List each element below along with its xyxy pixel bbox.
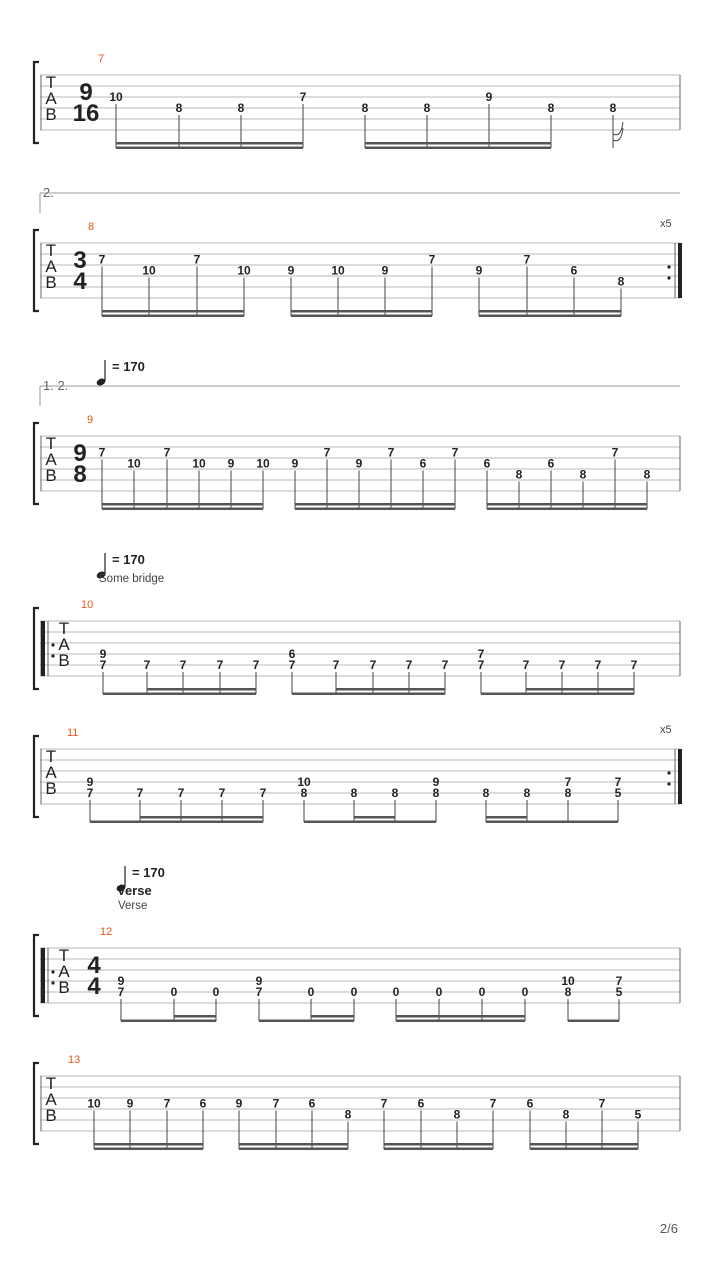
fret-number: 7	[193, 252, 201, 267]
fret-number: 10	[127, 456, 141, 471]
tab-clef-letter: T	[58, 619, 70, 638]
fret-number: 8	[617, 274, 625, 289]
system-bracket	[34, 62, 39, 143]
systems-layer	[34, 53, 682, 1150]
fret-number: 8	[453, 1107, 461, 1122]
fret-number: 8	[432, 786, 440, 800]
tab-clef-letter: B	[58, 651, 70, 670]
beam-secondary	[486, 816, 527, 819]
fret-number: 8	[564, 786, 572, 800]
tab-system	[34, 865, 680, 1022]
tempo-label: = 170	[112, 359, 145, 374]
fret-number: 7	[136, 786, 144, 800]
fret-number: 5	[634, 1107, 642, 1122]
beam	[568, 1020, 619, 1023]
fret-number: 7	[598, 1096, 606, 1111]
system-bracket	[34, 935, 39, 1016]
fret-number: 8	[609, 101, 617, 115]
fret-number: 7	[98, 252, 106, 267]
tab-system	[34, 53, 680, 149]
beam-secondary	[102, 503, 263, 506]
beam	[103, 693, 256, 696]
fret-number: 8	[361, 101, 369, 115]
fret-number: 7	[523, 252, 531, 267]
fret-number: 9	[235, 1096, 243, 1111]
fret-number: 7	[428, 252, 436, 267]
fret-number: 9	[432, 775, 440, 789]
tab-clef-letter: A	[45, 1090, 57, 1109]
repeat-dot	[51, 643, 54, 646]
tab-clef-letter: B	[45, 1106, 57, 1125]
fret-number: 8	[482, 786, 490, 800]
volta-label: 1. 2.	[43, 378, 69, 393]
fret-number: 10	[297, 775, 311, 789]
section-text: Some bridge	[99, 573, 165, 585]
tab-clef-letter: B	[45, 466, 57, 485]
fret-number: 8	[391, 786, 399, 800]
beam-secondary	[140, 816, 263, 819]
fret-number: 6	[570, 263, 578, 278]
tab-system	[34, 185, 682, 317]
fret-number: 7	[288, 658, 296, 672]
fret-number: 0	[392, 985, 400, 999]
fret-number: 8	[547, 101, 555, 115]
repeat-end-bar	[678, 243, 682, 298]
tab-clef-letter: T	[45, 434, 57, 453]
repeat-start-bar	[41, 948, 45, 1003]
repeat-start-bar	[41, 621, 45, 676]
measure-number: 10	[81, 599, 94, 611]
fret-number: 7	[332, 658, 340, 672]
fret-number: 0	[307, 985, 315, 999]
fret-number: 7	[99, 658, 107, 672]
fret-number: 8	[562, 1107, 570, 1122]
repeat-dot	[51, 970, 54, 973]
beam-secondary	[174, 1015, 216, 1018]
fret-number: 8	[237, 101, 245, 115]
fret-number: 7	[259, 786, 267, 800]
tab-system	[34, 1054, 680, 1150]
beam	[481, 693, 634, 696]
tab-clef-letter: A	[45, 257, 57, 276]
time-sig-numerator: 4	[87, 952, 101, 979]
tempo-label: = 170	[112, 552, 145, 567]
tab-clef-letter: A	[45, 450, 57, 469]
tab-clef-letter: T	[45, 241, 57, 260]
system-bracket	[34, 1063, 39, 1144]
fret-number: 7	[179, 658, 187, 672]
tab-clef-letter: A	[58, 962, 70, 981]
fret-number: 9	[381, 263, 389, 278]
fret-number: 10	[331, 263, 345, 278]
tab-clef-letter: T	[45, 73, 57, 92]
fret-number: 7	[86, 786, 94, 800]
beam-secondary	[487, 503, 647, 506]
repeat-count: x5	[660, 724, 672, 736]
beam	[121, 1020, 216, 1023]
fret-number: 6	[547, 456, 555, 471]
fret-number: 7	[98, 445, 106, 460]
fret-number: 8	[515, 467, 523, 482]
fret-number: 6	[417, 1096, 425, 1111]
note-flag	[613, 122, 623, 141]
beam	[396, 1020, 525, 1023]
measure-number: 13	[68, 1054, 81, 1066]
fret-number: 6	[288, 647, 296, 661]
fret-number: 0	[350, 985, 358, 999]
fret-number: 10	[142, 263, 156, 278]
fret-number: 7	[272, 1096, 280, 1111]
beam-secondary	[239, 1143, 348, 1146]
beam	[530, 1148, 638, 1151]
time-sig-denominator: 4	[87, 973, 101, 1000]
beam	[102, 508, 263, 511]
repeat-dot	[667, 265, 670, 268]
beam	[479, 315, 621, 318]
tab-clef-letter: B	[45, 105, 57, 124]
fret-number: 7	[477, 658, 485, 672]
page-number: 2/6	[659, 1221, 678, 1236]
fret-number: 9	[255, 974, 263, 988]
tab-system	[34, 724, 682, 823]
beam-secondary	[384, 1143, 493, 1146]
fret-number: 7	[380, 1096, 388, 1111]
beam-secondary	[311, 1015, 354, 1018]
time-sig-denominator: 16	[72, 100, 100, 127]
fret-number: 7	[252, 658, 260, 672]
fret-number: 8	[564, 985, 572, 999]
time-sig-numerator: 3	[73, 247, 87, 274]
fret-number: 7	[143, 658, 151, 672]
measure-number: 7	[98, 53, 105, 65]
beam	[94, 1148, 203, 1151]
repeat-end-bar	[678, 749, 682, 804]
beam	[486, 821, 618, 824]
fret-number: 7	[255, 985, 263, 999]
beam	[384, 1148, 493, 1151]
time-sig-numerator: 9	[79, 79, 93, 106]
fret-number: 8	[423, 101, 431, 115]
fret-number: 7	[405, 658, 413, 672]
beam	[295, 508, 455, 511]
fret-number: 9	[475, 263, 483, 278]
fret-number: 7	[451, 445, 459, 460]
fret-number: 8	[344, 1107, 352, 1122]
fret-number: 10	[87, 1096, 101, 1111]
section-marker: Verse	[117, 883, 152, 898]
fret-number: 7	[594, 658, 602, 672]
system-bracket	[34, 423, 39, 504]
tempo-label: = 170	[132, 865, 165, 880]
fret-number: 7	[558, 658, 566, 672]
fret-number: 7	[323, 445, 331, 460]
system-bracket	[34, 608, 39, 689]
tab-clef-letter: B	[45, 273, 57, 292]
repeat-dot	[667, 771, 670, 774]
beam	[259, 1020, 354, 1023]
fret-number: 6	[526, 1096, 534, 1111]
fret-number: 7	[441, 658, 449, 672]
fret-number: 0	[521, 985, 529, 999]
repeat-dot	[51, 654, 54, 657]
fret-number: 9	[99, 647, 107, 661]
system-bracket	[34, 736, 39, 817]
beam	[365, 147, 551, 150]
fret-number: 9	[227, 456, 235, 471]
fret-number: 0	[435, 985, 443, 999]
fret-number: 8	[579, 467, 587, 482]
fret-number: 9	[126, 1096, 134, 1111]
fret-number: 5	[615, 985, 623, 999]
beam-secondary	[147, 688, 256, 691]
fret-number: 6	[308, 1096, 316, 1111]
beam	[487, 508, 647, 511]
repeat-dot	[667, 782, 670, 785]
fret-number: 0	[212, 985, 220, 999]
repeat-dot	[51, 981, 54, 984]
fret-number: 7	[477, 647, 485, 661]
fret-number: 8	[643, 467, 651, 482]
fret-number: 6	[483, 456, 491, 471]
fret-number: 7	[117, 985, 125, 999]
tab-clef-letter: B	[58, 978, 70, 997]
beam	[291, 315, 432, 318]
tab-clef-letter: B	[45, 779, 57, 798]
fret-number: 5	[614, 786, 622, 800]
beam	[102, 315, 244, 318]
fret-number: 7	[163, 445, 171, 460]
beam-secondary	[365, 142, 551, 145]
measure-number: 9	[87, 414, 94, 426]
tab-clef-letter: T	[45, 747, 57, 766]
repeat-count: x5	[660, 218, 672, 230]
beam-secondary	[291, 310, 432, 313]
tab-clef-letter: A	[58, 635, 70, 654]
measure-number: 8	[88, 221, 95, 233]
tab-system	[34, 552, 680, 695]
tab-clef-letter: T	[45, 1074, 57, 1093]
measure-number: 12	[100, 926, 113, 938]
fret-number: 7	[163, 1096, 171, 1111]
fret-number: 9	[355, 456, 363, 471]
beam-secondary	[354, 816, 395, 819]
beam-secondary	[116, 142, 303, 145]
fret-number: 7	[369, 658, 377, 672]
tab-clef-letter: A	[45, 89, 57, 108]
fret-number: 10	[237, 263, 251, 278]
fret-number: 7	[299, 90, 307, 104]
tab-system	[34, 359, 680, 510]
fret-number: 7	[611, 445, 619, 460]
beam-secondary	[94, 1143, 203, 1146]
fret-number: 0	[478, 985, 486, 999]
fret-number: 9	[485, 90, 493, 104]
repeat-dot	[667, 276, 670, 279]
fret-number: 8	[175, 101, 183, 115]
fret-number: 10	[109, 90, 123, 104]
beam-secondary	[295, 503, 455, 506]
fret-number: 10	[256, 456, 270, 471]
fret-number: 6	[199, 1096, 207, 1111]
beam-secondary	[396, 1015, 525, 1018]
time-sig-denominator: 8	[73, 461, 87, 488]
fret-number: 7	[522, 658, 530, 672]
fret-number: 7	[387, 445, 395, 460]
fret-number: 9	[86, 775, 94, 789]
fret-number: 8	[300, 786, 308, 800]
fret-number: 10	[192, 456, 206, 471]
beam-secondary	[530, 1143, 638, 1146]
beam	[116, 147, 303, 150]
fret-number: 7	[216, 658, 224, 672]
volta-label: 2.	[43, 185, 54, 200]
fret-number: 8	[523, 786, 531, 800]
fret-number: 7	[615, 974, 623, 988]
fret-number: 9	[287, 263, 295, 278]
measure-number: 11	[67, 727, 79, 739]
fret-number: 7	[177, 786, 185, 800]
time-sig-numerator: 9	[73, 440, 87, 467]
fret-number: 7	[630, 658, 638, 672]
fret-number: 7	[614, 775, 622, 789]
fret-number: 6	[419, 456, 427, 471]
beam-secondary	[102, 310, 244, 313]
fret-number: 10	[561, 974, 575, 988]
beam	[239, 1148, 348, 1151]
fret-number: 0	[170, 985, 178, 999]
tab-clef-letter: A	[45, 763, 57, 782]
beam-secondary	[526, 688, 634, 691]
time-sig-denominator: 4	[73, 268, 87, 295]
fret-number: 7	[489, 1096, 497, 1111]
fret-number: 8	[350, 786, 358, 800]
beam-secondary	[336, 688, 445, 691]
fret-number: 9	[117, 974, 125, 988]
section-text: Verse	[118, 900, 148, 912]
fret-number: 9	[291, 456, 299, 471]
beam	[90, 821, 263, 824]
system-bracket	[34, 230, 39, 311]
fret-number: 7	[564, 775, 572, 789]
beam-secondary	[479, 310, 621, 313]
fret-number: 7	[218, 786, 226, 800]
beam	[292, 693, 445, 696]
tab-clef-letter: T	[58, 946, 70, 965]
beam	[304, 821, 436, 824]
